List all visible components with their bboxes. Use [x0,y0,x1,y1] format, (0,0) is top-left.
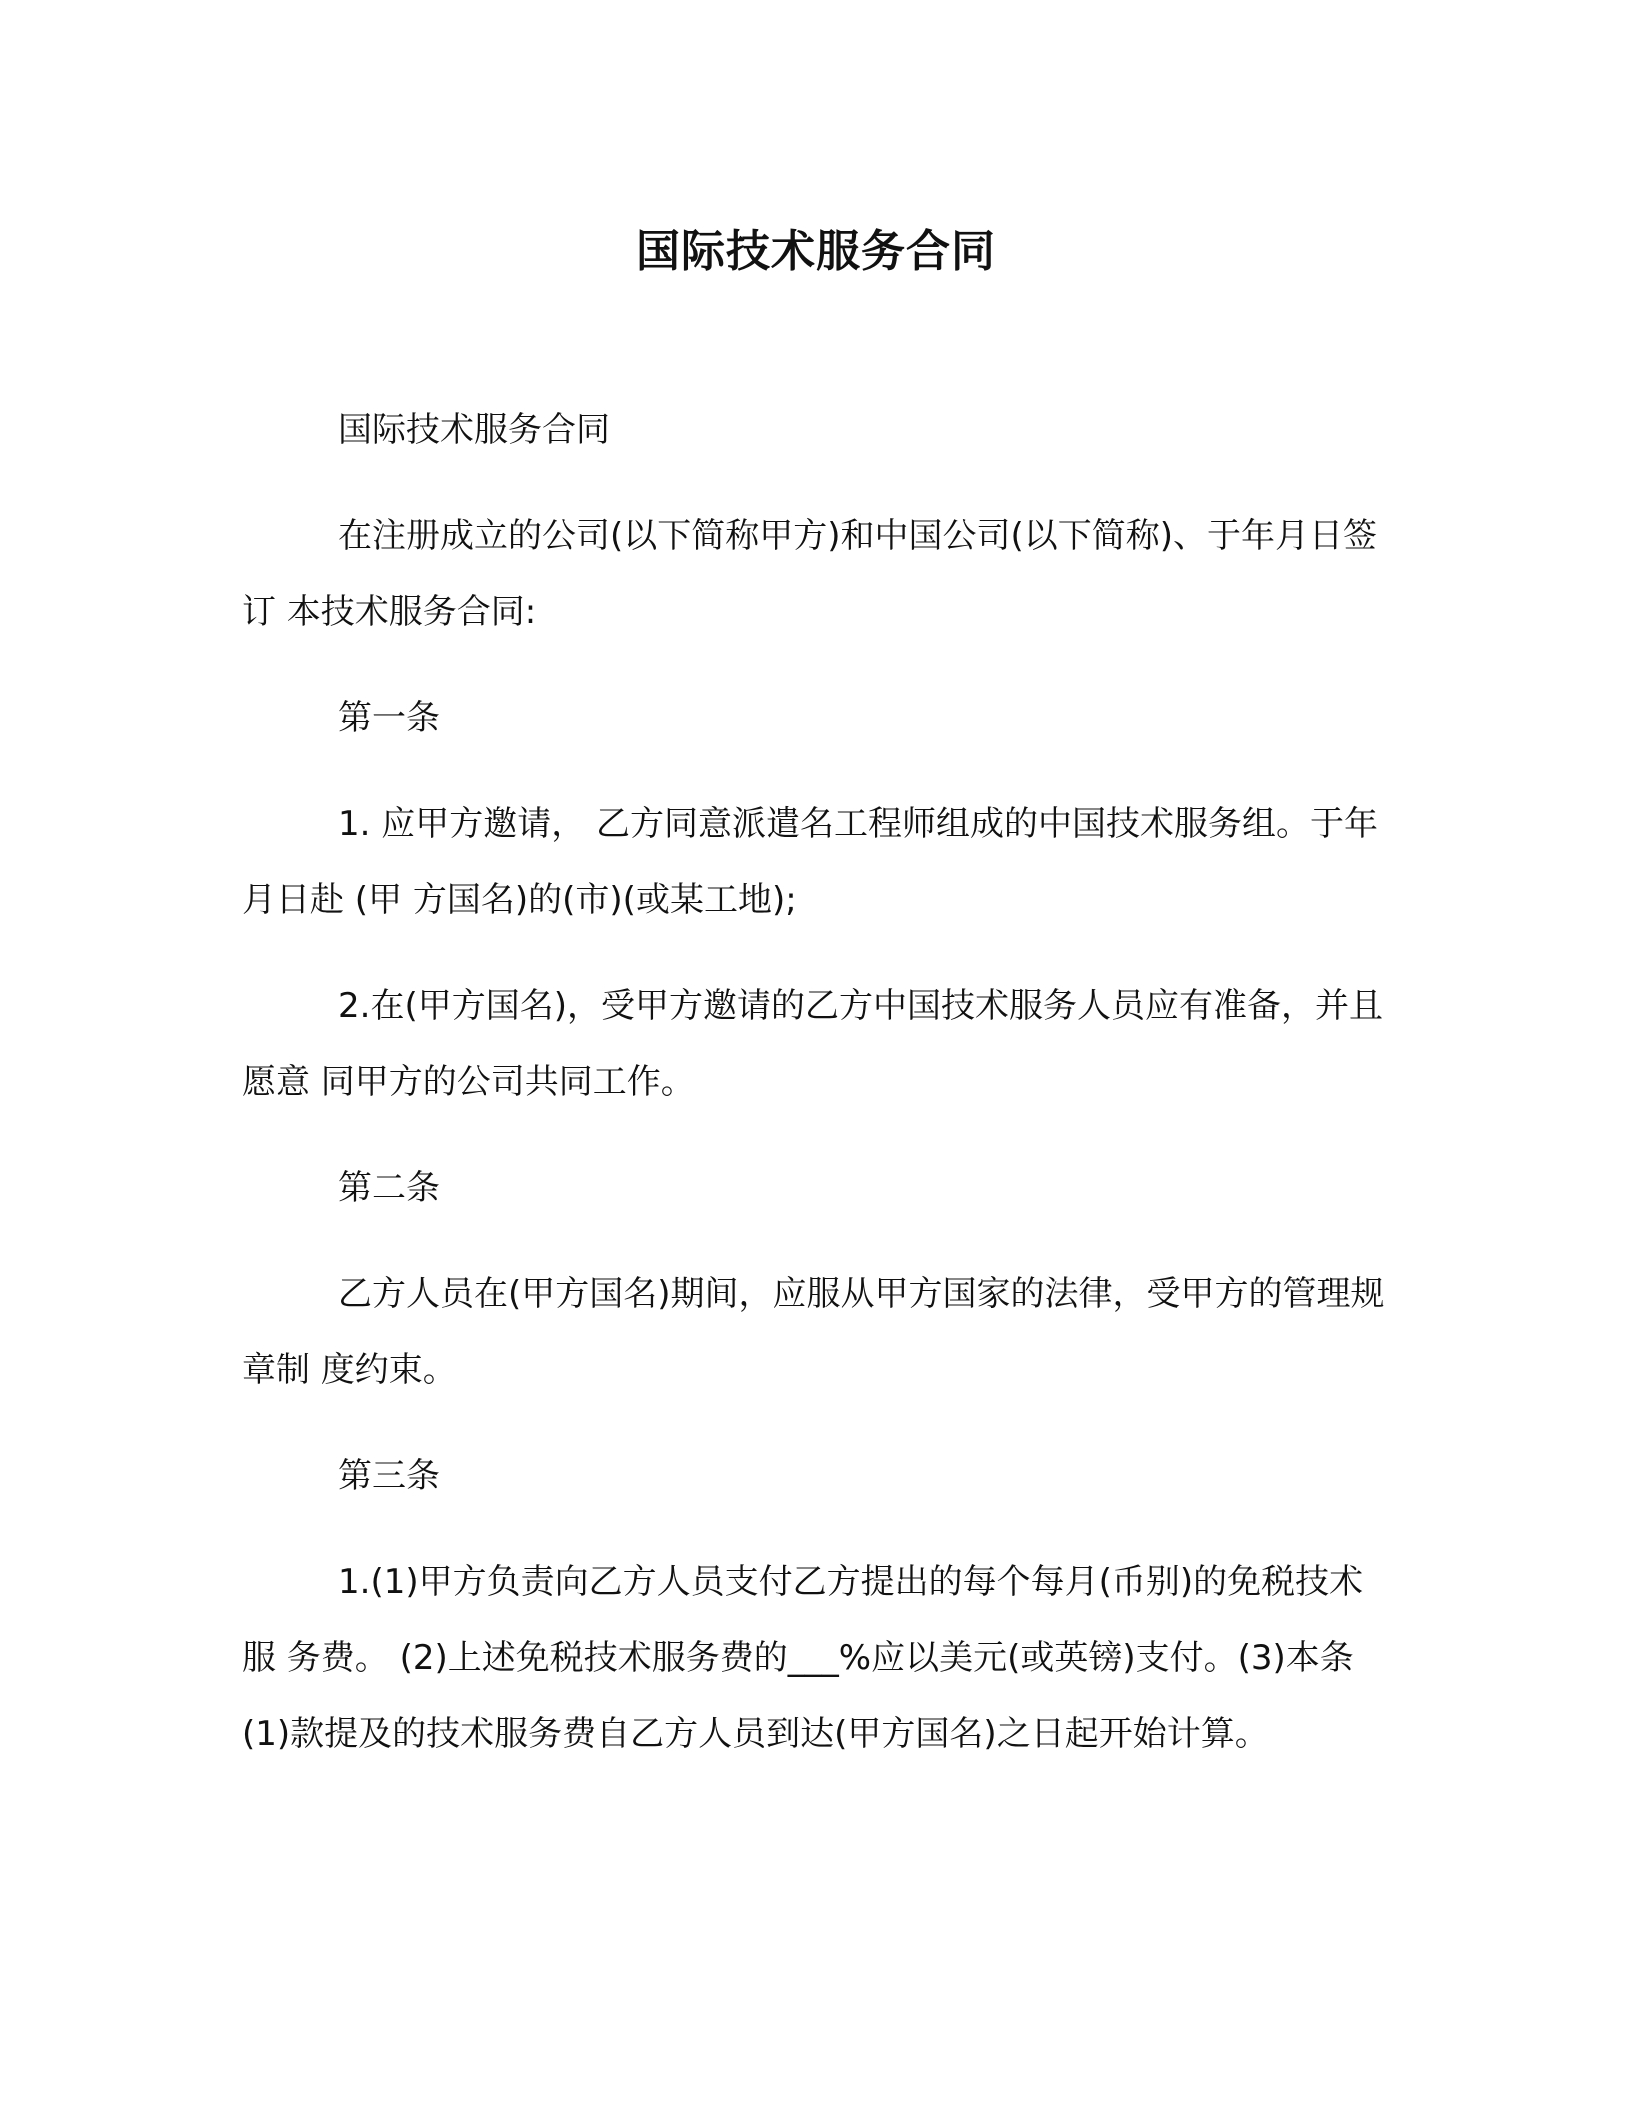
article-2-paragraph: 乙方人员在(甲方国名)期间，应服从甲方国家的法律，受甲方的管理规章制 度约束。 [242,1274,1385,1390]
subtitle-paragraph: 国际技术服务合同 [338,410,610,450]
article-2-heading: 第二条 [338,1168,440,1208]
document-title: 国际技术服务合同 [636,226,996,277]
article-3-clause-1: 1.(1)甲方负责向乙方人员支付乙方提出的每个每月(币别)的免税技术服 务费。 (2)上述免税技术服务费的___%应以美元(或英镑)支付。(3)本条(1)款提及的技术服务费自乙方人员到达(甲方国名)之日起开始计算。 [242,1562,1364,1754]
article-3-heading: 第三条 [338,1456,440,1496]
article-1-clause-1: 1. 应甲方邀请， 乙方同意派遣名工程师组成的中国技术服务组。于年月日赴 (甲 方国名)的(市)(或某工地); [242,804,1379,920]
article-1-heading: 第一条 [338,698,440,738]
document-body [242,392,1388,1802]
preamble-paragraph: 在注册成立的公司(以下简称甲方)和中国公司(以下简称)、于年月日签订 本技术服务合同: [242,516,1378,632]
article-1-clause-2: 2.在(甲方国名)，受甲方邀请的乙方中国技术服务人员应有准备，并且愿意 同甲方的公司共同工作。 [242,986,1383,1102]
